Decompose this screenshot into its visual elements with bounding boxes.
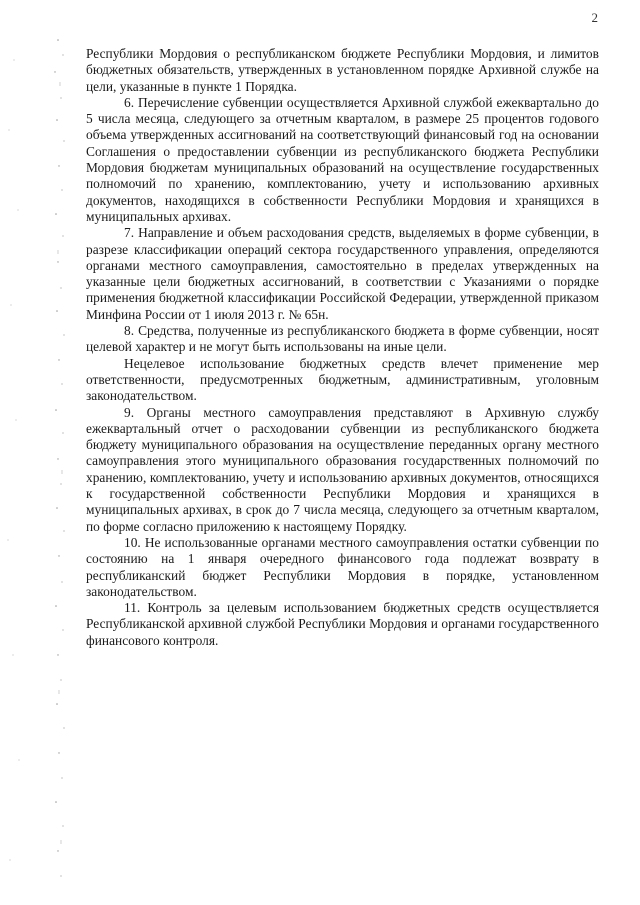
paragraph-continuation: Республики Мордовия о республиканском бюджете Республики Мордовия, и лимитов бюджетных обязательств, утвержденных в установленном порядке Архивной службе на цели, указанные в пункте 1 Порядка. [86,46,599,94]
paragraph-item-8: 8. Средства, полученные из республиканского бюджета в форме субвенции, носят целевой характер и не могут быть использованы на иные цели. [86,323,599,355]
paragraph-item-10: 10. Не использованные органами местного самоуправления остатки субвенции по состоянию на 1 января очередного финансового года подлежат возврату в республиканский бюджет Республики Мордовия в порядке, установленном законодательством. [86,534,599,599]
page-number: 2 [591,10,598,25]
paragraph-misuse-liability: Нецелевое использование бюджетных средств влечет применение мер ответственности, предусмотренных бюджетным, административным, уголовным законодательством. [86,355,599,404]
paragraph-item-7: 7. Направление и объем расходования средств, выделяемых в форме субвенции, в разрезе классификации операций сектора государственного управления, определяются органами местного самоуправления, самостоятельно в пределах утвержденных на указанные цели бюджетных ассигнований, в соответствии с Указаниями о порядке применения бюджетной классификации Российской Федерации, утвержденной приказом Минфина России от 1 июля 2013 г. № 65н. [86,225,599,322]
paragraph-item-11: 11. Контроль за целевым использованием бюджетных средств осуществляется Республиканской архивной службой Республики Мордовия и органами государственного финансового контроля. [86,600,599,648]
document-body [86,46,599,649]
paragraph-item-6: 6. Перечисление субвенции осуществляется Архивной службой ежеквартально до 5 числа месяца, следующего за отчетным кварталом, в размере 25 процентов годового объема утвержденных ассигнований на соответствующий финансовый год на основании Соглашения о предоставлении субвенции из республиканского бюджета Республики Мордовия бюджетам муниципальных образований на осуществление государственных полномочий по хранению, комплектованию, учету и использованию архивных документов, находящихся в собственности Республики Мордовия и хранящихся в муниципальных архивах. [86,94,599,224]
paragraph-item-9: 9. Органы местного самоуправления представляют в Архивную службу ежеквартальный отчет о расходовании субвенции из республиканского бюджета бюджету муниципального образования на осуществление переданных органу местного самоуправления этого муниципального образования государственных полномочий по хранению, комплектованию, учету и использованию архивных документов, относящихся к государственной собственности Республики Мордовия и хранящихся в муниципальных архивах, в срок до 7 числа месяца, следующего за отчетным кварталом, по форме согласно приложению к настоящему Порядку. [86,404,599,534]
scan-margin-noise [0,0,90,905]
